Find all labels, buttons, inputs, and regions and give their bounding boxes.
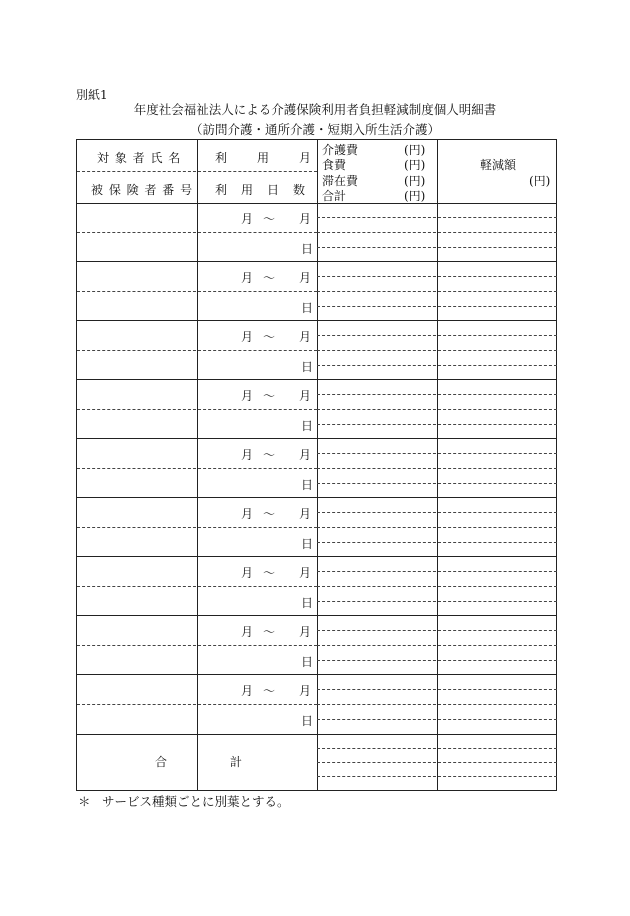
- header-cost-meal: [322, 156, 432, 173]
- row-day: 日: [301, 419, 314, 433]
- row-dashed-line-2: [317, 527, 557, 528]
- row-day: 日: [301, 360, 314, 374]
- row-group: [77, 616, 556, 675]
- row-dashed-line-1: [317, 512, 557, 513]
- header-usage-days-char: 数: [293, 183, 306, 197]
- row-month-from: 月: [241, 389, 254, 403]
- row-group: [77, 380, 556, 439]
- row-dashed-line-2: [317, 291, 557, 292]
- header-insured-number: 被 保 険 者 番 号: [91, 183, 194, 197]
- total-label-left: 合: [155, 755, 168, 769]
- header-usage-month-char: 用: [257, 151, 270, 165]
- row-month-from: 月: [241, 448, 254, 462]
- header-usage-days-char: 利: [215, 183, 228, 197]
- row-month-to: 月: [299, 625, 312, 639]
- row-month-from: 月: [241, 330, 254, 344]
- row-dashed-line-2: [317, 586, 557, 587]
- row-dashed-line-1: [317, 394, 557, 395]
- row-dashed-line-3: [317, 542, 557, 543]
- row-month-to: 月: [299, 684, 312, 698]
- row-group: [77, 498, 556, 557]
- header-usage-days-char: 用: [241, 183, 254, 197]
- attachment-label: 別紙1: [76, 88, 108, 102]
- row-tilde: ～: [263, 684, 276, 698]
- row-day: 日: [301, 596, 314, 610]
- row-dashed-line-1: [317, 335, 557, 336]
- total-top-line: [77, 734, 556, 735]
- row-group: [77, 203, 556, 262]
- row-day: 日: [301, 655, 314, 669]
- row-group: [77, 262, 556, 321]
- cost-care-label: 介護費: [322, 143, 359, 157]
- footnote-text: サービス種類ごとに別葉とする。: [102, 794, 290, 809]
- cost-total-label: 合計: [322, 189, 347, 203]
- cost-total-unit: (円): [404, 189, 426, 203]
- row-dashed-line-1: [317, 689, 557, 690]
- header-usage-month-char: 利: [215, 151, 228, 165]
- header-usage-month-char: 月: [299, 151, 312, 165]
- row-dashed-divider-left: [77, 704, 317, 705]
- row-tilde: ～: [263, 507, 276, 521]
- row-dashed-line-3: [317, 424, 557, 425]
- row-dashed-divider-left: [77, 468, 317, 469]
- row-dashed-divider-left: [77, 645, 317, 646]
- document-title: 年度社会福祉法人による介護保険利用者負担軽減制度個人明細書: [133, 102, 497, 117]
- row-month-from: 月: [241, 271, 254, 285]
- total-dashed-line-2: [317, 762, 557, 763]
- row-day: 日: [301, 301, 314, 315]
- row-dashed-line-1: [317, 571, 557, 572]
- row-dashed-line-1: [317, 276, 557, 277]
- row-month-to: 月: [299, 448, 312, 462]
- cost-meal-label: 食費: [322, 158, 347, 172]
- row-dashed-divider-left: [77, 527, 317, 528]
- row-dashed-line-2: [317, 468, 557, 469]
- row-month-to: 月: [299, 271, 312, 285]
- cost-care-unit: (円): [404, 143, 426, 157]
- document-subtitle: （訪問介護・通所介護・短期入所生活介護）: [189, 122, 440, 137]
- row-month-from: 月: [241, 684, 254, 698]
- header-recipient-name: 対 象 者 氏 名: [97, 151, 182, 165]
- row-month-to: 月: [299, 566, 312, 580]
- header-usage-days-char: 日: [267, 183, 280, 197]
- row-dashed-divider-left: [77, 291, 317, 292]
- row-day: 日: [301, 242, 314, 256]
- row-tilde: ～: [263, 566, 276, 580]
- row-month-from: 月: [241, 625, 254, 639]
- row-month-from: 月: [241, 212, 254, 226]
- row-dashed-line-2: [317, 645, 557, 646]
- row-dashed-line-2: [317, 409, 557, 410]
- row-day: 日: [301, 537, 314, 551]
- total-dashed-line-1: [317, 748, 557, 749]
- row-dashed-line-3: [317, 247, 557, 248]
- detail-table: [76, 139, 557, 791]
- footnote: [78, 792, 290, 810]
- cost-meal-unit: (円): [404, 158, 426, 172]
- row-tilde: ～: [263, 212, 276, 226]
- row-group: [77, 439, 556, 498]
- row-dashed-divider-left: [77, 232, 317, 233]
- total-dashed-line-3: [317, 776, 557, 777]
- cost-stay-label: 滞在費: [322, 174, 359, 188]
- row-tilde: ～: [263, 625, 276, 639]
- row-month-to: 月: [299, 389, 312, 403]
- row-tilde: ～: [263, 448, 276, 462]
- header-usage-days: [215, 181, 305, 198]
- header-dashed-divider: [77, 171, 317, 172]
- cost-stay-unit: (円): [404, 174, 426, 188]
- total-label-right: 計: [230, 755, 243, 769]
- header-cost-total: [322, 187, 432, 204]
- row-month-to: 月: [299, 507, 312, 521]
- row-day: 日: [301, 478, 314, 492]
- row-dashed-divider-left: [77, 350, 317, 351]
- row-month-from: 月: [241, 566, 254, 580]
- row-group: [77, 557, 556, 616]
- row-dashed-line-2: [317, 704, 557, 705]
- row-dashed-line-2: [317, 232, 557, 233]
- header-reduction-label: 軽減額: [480, 158, 517, 172]
- row-dashed-divider-left: [77, 586, 317, 587]
- header-reduction-unit: (円): [529, 174, 551, 188]
- row-day: 日: [301, 714, 314, 728]
- row-tilde: ～: [263, 330, 276, 344]
- row-tilde: ～: [263, 271, 276, 285]
- row-dashed-line-3: [317, 306, 557, 307]
- row-dashed-line-1: [317, 630, 557, 631]
- row-dashed-divider-left: [77, 409, 317, 410]
- row-dashed-line-2: [317, 350, 557, 351]
- row-group: [77, 321, 556, 380]
- header-usage-month: [215, 149, 311, 166]
- row-dashed-line-3: [317, 601, 557, 602]
- row-month-to: 月: [299, 330, 312, 344]
- row-dashed-line-3: [317, 660, 557, 661]
- row-month-from: 月: [241, 507, 254, 521]
- row-dashed-line-3: [317, 719, 557, 720]
- row-dashed-line-1: [317, 217, 557, 218]
- footnote-mark: ＊: [78, 794, 91, 809]
- row-tilde: ～: [263, 389, 276, 403]
- row-dashed-line-1: [317, 453, 557, 454]
- row-dashed-line-3: [317, 483, 557, 484]
- row-dashed-line-3: [317, 365, 557, 366]
- row-month-to: 月: [299, 212, 312, 226]
- row-group: [77, 675, 556, 734]
